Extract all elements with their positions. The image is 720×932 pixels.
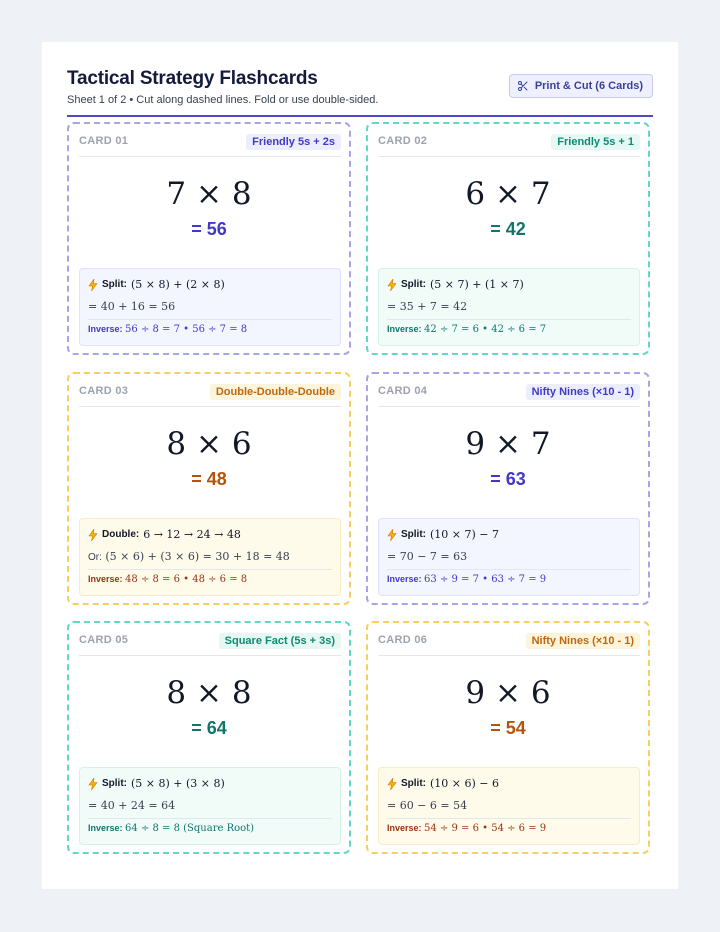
alternate-label: Or: [88,552,102,563]
multiplication-problem: 8 × 6 [166,426,252,462]
strategy-box [79,518,341,596]
strategy-expression: 6 → 12 → 24 → 48 [143,528,241,541]
inverse-label: Inverse: [88,574,123,584]
card-number: CARD 02 [378,135,428,147]
flashcard [67,122,351,355]
sheet-header [67,68,653,117]
strategy-result: = 35 + 7 = 42 [387,300,468,313]
scissors-icon [517,80,529,92]
divider [387,569,631,570]
answer: = 64 [191,718,227,738]
page-title: Tactical Strategy Flashcards [67,68,318,89]
inverse-facts [387,823,546,834]
strategy-result [88,550,290,563]
lightning-icon [387,778,397,790]
lightning-icon [387,279,397,291]
strategy-expression: (5 × 8) + (3 × 8) [131,777,225,790]
strategy-badge: Nifty Nines (×10 - 1) [526,633,640,649]
inverse-expression: 42 ÷ 7 = 6 • 42 ÷ 6 = 7 [424,324,547,335]
inverse-expression: 64 ÷ 8 = 8 (Square Root) [125,823,255,834]
flashcard [67,621,351,854]
inverse-facts [88,823,254,834]
strategy-label: Split: [401,279,426,290]
divider [387,818,631,819]
card-header [79,629,341,656]
inverse-facts [88,574,247,585]
card-number: CARD 04 [378,385,428,397]
strategy-expression: (5 × 7) + (1 × 7) [430,278,524,291]
divider [88,319,332,320]
inverse-label: Inverse: [387,823,422,833]
flashcard [366,372,650,605]
strategy-label: Split: [102,778,127,789]
answer: = 63 [490,469,526,489]
flashcard [366,122,650,355]
inverse-facts [387,574,546,585]
strategy-result: = 40 + 24 = 64 [88,799,176,812]
card-header [378,380,640,407]
strategy-result: = 40 + 16 = 56 [88,300,176,313]
flashcard [366,621,650,854]
card-header [79,380,341,407]
inverse-facts [387,324,546,335]
lightning-icon [88,529,98,541]
print-cut-label: Print & Cut (6 Cards) [534,80,643,92]
card-number: CARD 03 [79,385,129,397]
strategy-expression: (10 × 7) − 7 [430,528,499,541]
multiplication-problem: 6 × 7 [465,176,551,212]
answer: = 56 [191,219,227,239]
card-header [378,130,640,157]
strategy-badge: Friendly 5s + 1 [551,134,640,150]
lightning-icon [387,529,397,541]
multiplication-problem: 9 × 7 [465,426,551,462]
strategy-expression: (10 × 6) − 6 [430,777,499,790]
flashcard-sheet [42,42,678,889]
card-header [378,629,640,656]
strategy-box [79,767,341,845]
strategy-badge: Friendly 5s + 2s [246,134,341,150]
inverse-facts [88,324,247,335]
strategy-box [378,767,640,845]
strategy-badge: Double-Double-Double [210,384,341,400]
inverse-label: Inverse: [387,324,422,334]
strategy-result: = 70 − 7 = 63 [387,550,468,563]
page-subtitle: Sheet 1 of 2 • Cut along dashed lines. Fold or use double-sided. [67,94,379,106]
alternate-expression: (5 × 6) + (3 × 6) = 30 + 18 = 48 [105,550,290,563]
divider [88,818,332,819]
inverse-label: Inverse: [88,324,123,334]
inverse-label: Inverse: [387,574,422,584]
divider [88,569,332,570]
inverse-expression: 56 ÷ 8 = 7 • 56 ÷ 7 = 8 [125,324,248,335]
strategy-box [378,518,640,596]
strategy-label: Split: [401,778,426,789]
strategy-badge: Square Fact (5s + 3s) [219,633,341,649]
strategy-badge: Nifty Nines (×10 - 1) [526,384,640,400]
strategy-expression: (5 × 8) + (2 × 8) [131,278,225,291]
divider [387,319,631,320]
answer: = 54 [490,718,526,738]
card-number: CARD 01 [79,135,129,147]
answer: = 42 [490,219,526,239]
strategy-box [79,268,341,346]
lightning-icon [88,778,98,790]
inverse-expression: 63 ÷ 9 = 7 • 63 ÷ 7 = 9 [424,574,547,585]
multiplication-problem: 8 × 8 [166,675,252,711]
strategy-box [378,268,640,346]
inverse-expression: 48 ÷ 8 = 6 • 48 ÷ 6 = 8 [125,574,248,585]
strategy-label: Double: [102,529,140,540]
multiplication-problem: 7 × 8 [166,176,252,212]
inverse-label: Inverse: [88,823,123,833]
flashcard [67,372,351,605]
multiplication-problem: 9 × 6 [465,675,551,711]
strategy-label: Split: [102,279,127,290]
answer: = 48 [191,469,227,489]
inverse-expression: 54 ÷ 9 = 6 • 54 ÷ 6 = 9 [424,823,547,834]
lightning-icon [88,279,98,291]
card-header [79,130,341,157]
card-number: CARD 05 [79,634,129,646]
print-cut-button[interactable] [509,74,653,98]
strategy-label: Split: [401,529,426,540]
strategy-result: = 60 − 6 = 54 [387,799,468,812]
card-number: CARD 06 [378,634,428,646]
